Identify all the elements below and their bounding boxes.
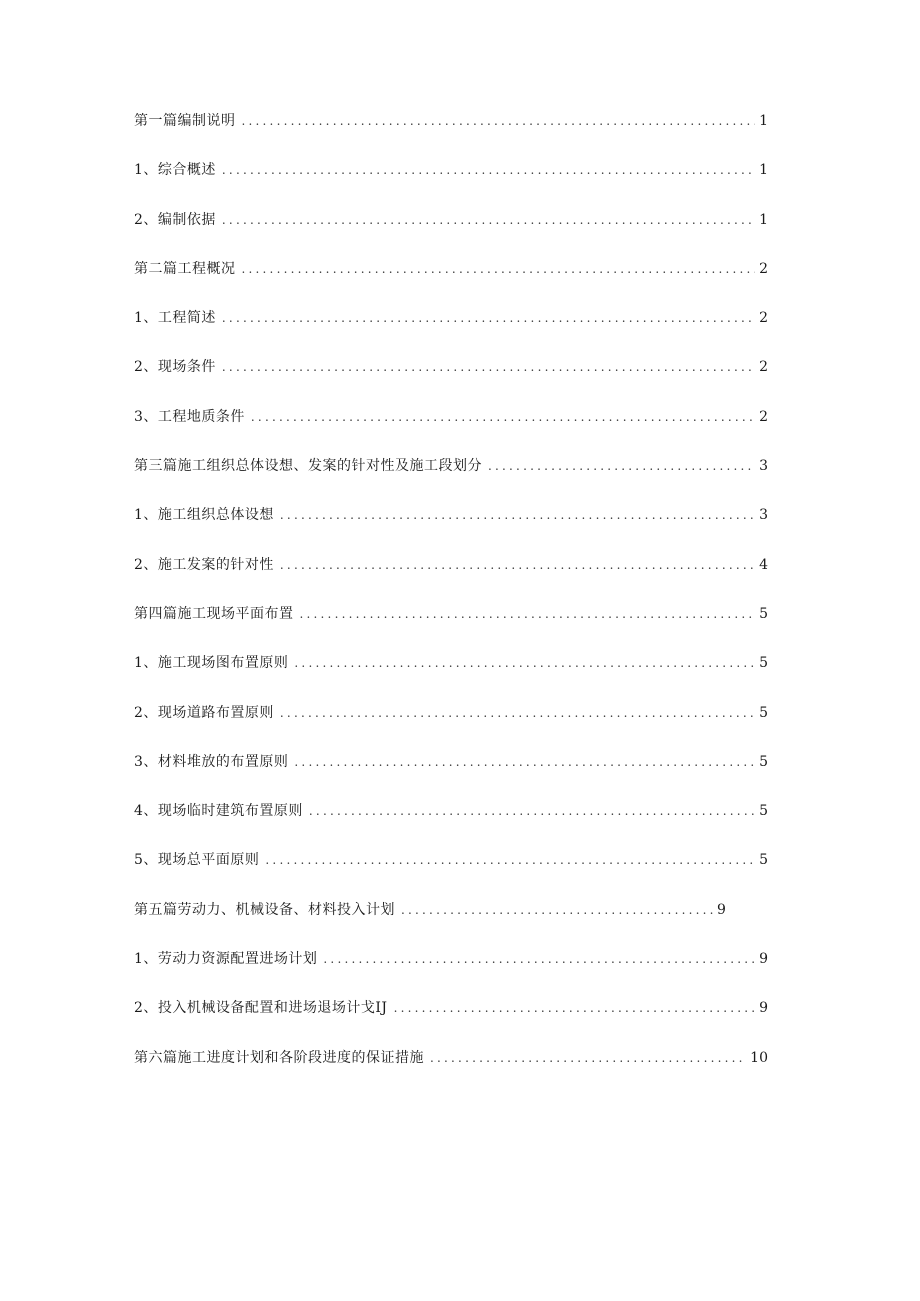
toc-entry[interactable] xyxy=(134,304,768,353)
toc-entry[interactable] xyxy=(134,994,768,1043)
table-of-contents xyxy=(134,107,768,1093)
toc-entry-title: 2、施工发案的针对性 xyxy=(134,556,274,573)
toc-entry[interactable] xyxy=(134,649,768,698)
toc-entry-page: 3 xyxy=(759,458,768,475)
toc-entry-page: 1 xyxy=(759,162,768,179)
toc-leader-dots xyxy=(394,994,756,1022)
toc-entry-page: 10 xyxy=(750,1049,768,1066)
toc-leader-dots xyxy=(222,353,755,381)
toc-entry-title: 1、施工现场图布置原则 xyxy=(134,655,289,672)
toc-leader-dots xyxy=(222,304,755,332)
toc-entry[interactable] xyxy=(134,846,768,895)
toc-entry-page: 5 xyxy=(759,803,768,820)
toc-entry-page: 1 xyxy=(759,211,768,228)
toc-entry-page: 5 xyxy=(759,852,768,869)
toc-leader-dots xyxy=(280,501,755,529)
toc-entry-title: 1、施工组织总体设想 xyxy=(134,507,274,524)
toc-leader-dots xyxy=(300,600,756,628)
toc-entry-page: 5 xyxy=(759,704,768,721)
toc-entry[interactable] xyxy=(134,353,768,402)
toc-entry-page: 9 xyxy=(759,1000,768,1017)
toc-entry-page: 5 xyxy=(759,605,768,622)
toc-entry-page: 2 xyxy=(759,260,768,277)
toc-entry-title: 第四篇施工现场平面布置 xyxy=(134,605,294,622)
toc-entry-page: 3 xyxy=(759,507,768,524)
toc-entry-page: 9 xyxy=(717,901,726,918)
toc-entry-title: 3、材料堆放的布置原则 xyxy=(134,753,289,770)
toc-entry-title: 2、编制依据 xyxy=(134,211,216,228)
toc-entry-page: 5 xyxy=(759,753,768,770)
toc-entry-title: 1、综合概述 xyxy=(134,162,216,179)
toc-leader-dots xyxy=(222,206,755,234)
toc-entry[interactable] xyxy=(134,107,768,156)
toc-entry-title: 第二篇工程概况 xyxy=(134,260,236,277)
toc-entry[interactable] xyxy=(134,255,768,304)
toc-entry-title: 第五篇劳动力、机械设备、材料投入计划 xyxy=(134,901,395,918)
toc-entry-page: 2 xyxy=(759,359,768,376)
toc-leader-dots xyxy=(242,107,756,135)
toc-leader-dots xyxy=(265,846,755,874)
toc-entry-page: 1 xyxy=(759,113,768,129)
toc-entry[interactable] xyxy=(134,1044,768,1093)
toc-entry[interactable] xyxy=(134,797,768,846)
toc-entry-title: 2、现场道路布置原则 xyxy=(134,704,274,721)
toc-leader-dots xyxy=(430,1044,746,1072)
toc-entry-title: 5、现场总平面原则 xyxy=(134,852,260,869)
toc-leader-dots xyxy=(294,748,755,776)
toc-entry-title: 3、工程地质条件 xyxy=(134,408,245,425)
toc-entry-page: 4 xyxy=(759,556,768,573)
toc-entry[interactable] xyxy=(134,699,768,748)
toc-leader-dots xyxy=(294,649,755,677)
toc-entry[interactable] xyxy=(134,896,746,945)
toc-leader-dots xyxy=(309,797,755,825)
toc-entry-title: 第一篇编制说明 xyxy=(134,113,236,129)
toc-entry-title: 2、投入机械设备配置和进场退场计戈IJ xyxy=(134,1000,388,1017)
toc-leader-dots xyxy=(222,156,755,184)
toc-entry[interactable] xyxy=(134,748,768,797)
toc-leader-dots xyxy=(401,896,713,924)
toc-entry[interactable] xyxy=(134,156,768,205)
toc-entry-page: 2 xyxy=(759,408,768,425)
toc-leader-dots xyxy=(280,551,755,579)
toc-entry[interactable] xyxy=(134,551,768,600)
toc-leader-dots xyxy=(488,452,755,480)
toc-entry[interactable] xyxy=(134,501,768,550)
toc-leader-dots xyxy=(251,403,755,431)
toc-entry[interactable] xyxy=(134,452,768,501)
toc-entry-title: 2、现场条件 xyxy=(134,359,216,376)
toc-entry-title: 1、工程简述 xyxy=(134,310,216,327)
toc-entry-page: 9 xyxy=(759,951,768,968)
toc-leader-dots xyxy=(242,255,756,283)
toc-entry[interactable] xyxy=(134,206,768,255)
toc-entry[interactable] xyxy=(134,403,768,452)
toc-leader-dots xyxy=(280,699,755,727)
toc-entry-title: 第三篇施工组织总体设想、发案的针对性及施工段划分 xyxy=(134,458,482,475)
toc-entry-page: 5 xyxy=(759,655,768,672)
toc-entry-title: 第六篇施工进度计划和各阶段进度的保证措施 xyxy=(134,1049,424,1066)
toc-leader-dots xyxy=(323,945,755,973)
toc-entry-title: 4、现场临时建筑布置原则 xyxy=(134,803,303,820)
toc-entry[interactable] xyxy=(134,600,768,649)
toc-entry-title: 1、劳动力资源配置进场计划 xyxy=(134,951,318,968)
toc-entry[interactable] xyxy=(134,945,768,994)
toc-entry-page: 2 xyxy=(759,310,768,327)
